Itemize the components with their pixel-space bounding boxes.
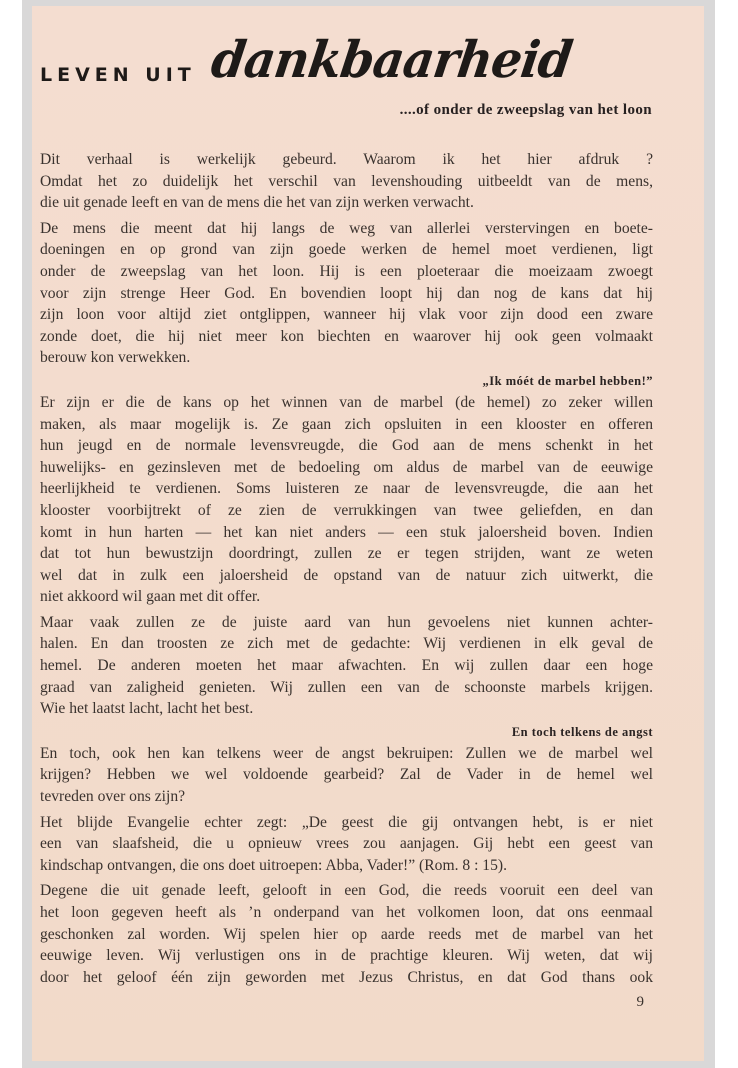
page-number: 9 (636, 994, 644, 1010)
text-line: een van slaafsheid, die u opnieuw vrees zou aanjagen. Gij hebt een geest van (40, 835, 653, 853)
section-subheading: En toch telkens de angst (511, 724, 653, 739)
section-subheading: „Ik móét de marbel hebben!” (482, 373, 653, 388)
text-line: Omdat het zo duidelijk het verschil van levenshouding uitbeeldt van de mens, (40, 172, 653, 190)
paragraph (40, 743, 653, 808)
text-line: Wie het laatst lacht, lacht het best. (40, 700, 254, 718)
subtitle: ....of onder de zweepslag van het loon (399, 102, 652, 118)
text-line: kindschap ontvangen, die ons doet uitroepen: Abba, Vader!” (Rom. 8 : 15). (40, 856, 507, 874)
text-line: onder de zweepslag van het loon. Hij is een ploeteraar die moeizaam zwoegt (40, 262, 653, 280)
text-line: klooster voorbijtrekt of ze zien de verrukkingen van twee geliefden, en dan (40, 501, 653, 519)
text-line: hun jeugd en de normale levensvreugde, die God aan de mens schenkt in het (40, 437, 653, 455)
paragraph (40, 218, 653, 369)
text-line: dat tot hun bewustzijn doordringt, zullen ze er tegen strijden, want ze weten (40, 545, 653, 563)
title-block (40, 32, 680, 102)
title-caps: LEVEN UIT (40, 64, 196, 86)
text-line: geschonken zal worden. Wij spelen hier op aarde reeds met de marbel van het (40, 925, 653, 943)
text-line: door het geloof één zijn geworden met Jezus Christus, en dat God thans ook (40, 968, 653, 986)
text-line: voor zijn strenge Heer God. En bovendien loopt hij dan nog de kans dat hij (40, 284, 653, 302)
text-line: tevreden over ons zijn? (40, 788, 186, 806)
text-line: halen. En dan troosten ze zich met de gedachte: Wij verdienen in elk geval de (40, 635, 653, 653)
text-line: berouw kon verwekken. (40, 349, 191, 367)
text-line: komt in hun harten — het kan niet anders — een stuk jaloersheid boven. Indien (40, 523, 653, 541)
text-line: graad van zaligheid genieten. Wij zullen een van de schoonste marbels krijgen. (40, 678, 653, 696)
text-line: eeuwige leven. Wij verlustigen ons in de prachtige kleuren. Wij weten, dat wij (40, 947, 653, 965)
text-line: Dit verhaal is werkelijk gebeurd. Waarom ik het hier afdruk ? (40, 151, 653, 168)
paragraph (40, 392, 653, 608)
document-page (32, 6, 704, 1061)
text-line: niet akkoord wil gaan met dit offer. (40, 588, 261, 606)
paragraph (40, 149, 653, 214)
text-line: Er zijn er die de kans op het winnen van de marbel (de hemel) zo zeker willen (40, 393, 653, 411)
text-line: zijn loon voor altijd ziet ontglippen, wanneer hij vlak voor zijn dood een zware (40, 306, 653, 324)
article-body (40, 149, 653, 992)
text-line: hemel. De anderen moeten het maar afwachten. En wij zullen daar een hoge (40, 657, 653, 675)
paragraph (40, 612, 653, 720)
text-line: zonde doet, die hij niet meer kon biechten en waarover hij ook geen volmaakt (40, 327, 653, 345)
text-line: Het blijde Evangelie echter zegt: „De geest die gij ontvangen hebt, is er niet (40, 813, 653, 831)
text-line: het loon gegeven heeft als ’n onderpand van het volkomen loon, dat ons eenmaal (40, 904, 653, 921)
text-line: krijgen? Hebben we wel voldoende gearbeid? Zal de Vader in de hemel wel (40, 766, 653, 784)
text-line: doeningen en op grond van zijn goede werken de hemel moet verdienen, ligt (40, 241, 653, 259)
title-script: dankbaarheid (207, 30, 576, 90)
text-line: huwelijks- en gezinsleven met de bedoeling om aldus de marbel van de eeuwige (40, 458, 653, 476)
paragraph (40, 812, 653, 877)
text-line: wel dat in zulk een jaloersheid de opstand van de natuur zich uitwerkt, die (40, 566, 653, 584)
text-line: Degene die uit genade leeft, gelooft in een God, die reeds vooruit een deel van (40, 882, 653, 900)
text-line: Maar vaak zullen ze de juiste aard van hun gevoelens niet kunnen achter- (40, 613, 653, 631)
text-line: die uit genade leeft en van de mens die het van zijn werken verwacht. (40, 194, 474, 212)
text-line: De mens die meent dat hij langs de weg van allerlei verstervingen en boete- (40, 219, 653, 237)
paragraph (40, 880, 653, 988)
text-line: En toch, ook hen kan telkens weer de angst bekruipen: Zullen we de marbel wel (40, 744, 653, 762)
text-line: maken, als maar mogelijk is. Ze gaan zich opsluiten in een klooster en offeren (40, 415, 653, 433)
text-line: heerlijkheid te verdienen. Soms luisteren ze naar de levensvreugde, die aan het (40, 480, 653, 498)
